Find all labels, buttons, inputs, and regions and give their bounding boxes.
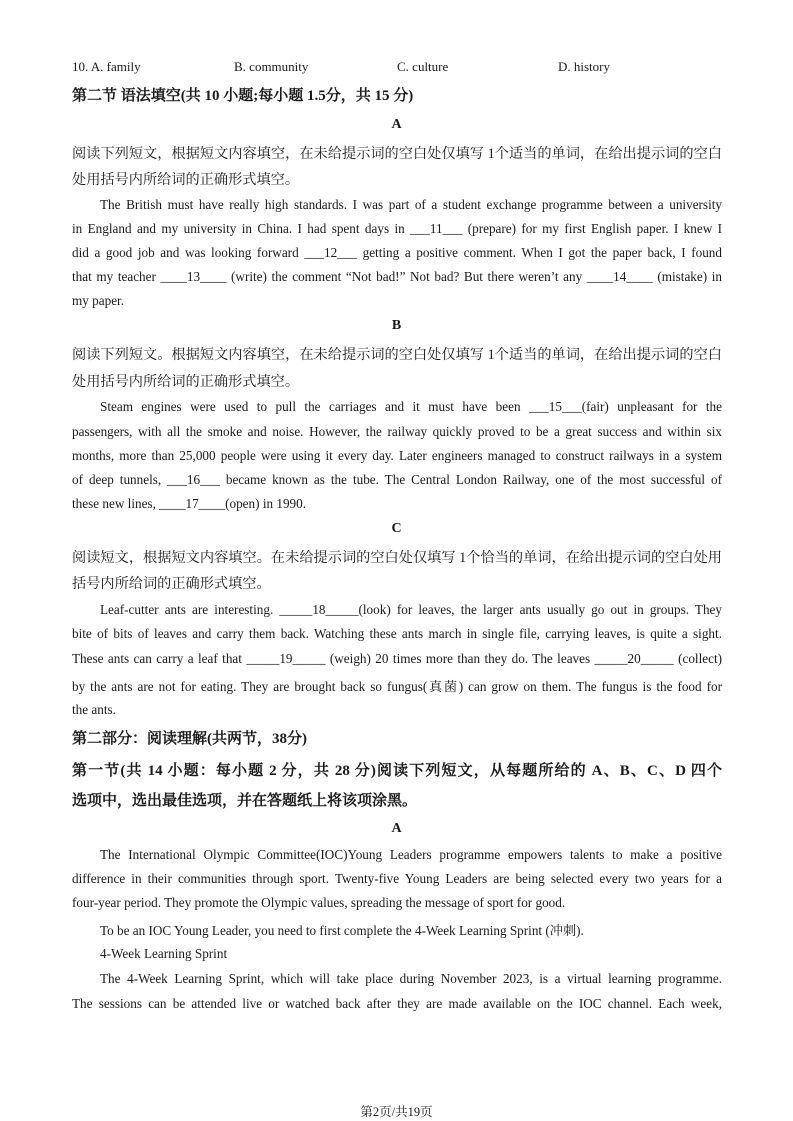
reading-a-label: A — [391, 821, 402, 836]
reading-a-line-2: difference in their communities through sport. Twenty-five Young Leaders are being selected every two years for a — [72, 871, 722, 886]
section-1-title-line-2: 选项中，选出最佳选项，并在答题纸上将该项涂黑。 — [72, 793, 418, 809]
passage-c-line-2: bite of bits of leaves and carry them back. Watching these ants march in single file, carrying leaves, is quite a sight. — [72, 626, 722, 641]
passage-b-line-1: Steam engines were used to pull the carriages and it must have been ___15___(fair) unpleasant for the — [100, 399, 722, 414]
option-a: 10. A. family — [72, 59, 141, 74]
passage-b-instruction-2: 处用括号内所给词的正确形式填空。 — [72, 374, 300, 390]
passage-a-line-3: did a good job and was looking forward ___12___ getting a positive comment. When I got the paper back, I found — [72, 245, 722, 260]
part-2-title: 第二部分：阅读理解(共两节，38分) — [72, 731, 307, 747]
section-2-title: 第二节 语法填空(共 10 小题;每小题 1.5分，共 15 分) — [72, 88, 414, 104]
passage-a-line-2: in England and my university in China. I had spent days in ___11___ (prepare) for my first English paper. I knew I — [72, 221, 722, 236]
reading-a-line-5: The 4-Week Learning Sprint, which will take place during November 2023, is a virtual learning programme. — [100, 971, 722, 986]
reading-a-line-6: The sessions can be attended live or watched back after they are made available on the IOC channel. Each week, — [72, 996, 722, 1011]
passage-c-line-4: by the ants are not for eating. They are brought back so fungus(真菌) can grow on them. The fungus is the food for — [72, 679, 722, 694]
passage-b-line-2: passengers, with all the smoke and noise. However, the railway quickly proved to be a great success and within six — [72, 424, 722, 439]
passage-c-instruction-1: 阅读短文，根据短文内容填空。在未给提示词的空白处仅填写 1个恰当的单词，在给出提示词的空白处用 — [72, 550, 722, 566]
question-10-options — [72, 59, 722, 77]
passage-a-label: A — [391, 117, 402, 132]
passage-c-line-1: Leaf-cutter ants are interesting. _____18_____(look) for leaves, the larger ants usually go out in groups. They — [100, 602, 722, 617]
passage-b-line-4: of deep tunnels, ___16___ became known as the tube. The Central London Railway, one of the most successful of — [72, 472, 722, 487]
passage-a-line-4: that my teacher ____13____ (write) the comment “Not bad!” Not bad? But there weren’t any ____14____ (mistake) in — [72, 269, 722, 284]
passage-b-label: B — [391, 318, 402, 333]
passage-a-line-5: my paper. — [72, 293, 125, 308]
reading-a-line-1: The International Olympic Committee(IOC)Young Leaders programme empowers talents to make a positive — [100, 847, 722, 862]
section-1-title-line-1: 第一节(共 14 小题：每小题 2 分，共 28 分)阅读下列短文，从每题所给的 A、B、C、D 四个 — [72, 763, 722, 779]
page-footer: 第2页/共19页 — [360, 1105, 433, 1119]
passage-b-line-5: these new lines, ____17____(open) in 1990. — [72, 496, 307, 511]
passage-c-line-3: These ants can carry a leaf that _____19_____ (weigh) 20 times more than they do. The leaves _____20_____ (collect) — [72, 651, 722, 666]
passage-a-line-1: The British must have really high standards. I was part of a student exchange programme between a university — [100, 197, 722, 212]
passage-c-label: C — [391, 521, 402, 536]
reading-a-line-4: To be an IOC Young Leader, you need to first complete the 4-Week Learning Sprint (冲刺). — [100, 923, 584, 938]
passage-a-instruction-2: 处用括号内所给词的正确形式填空。 — [72, 172, 300, 188]
option-d: D. history — [558, 59, 610, 74]
reading-a-line-3: four-year period. They promote the Olympic values, spreading the message of sport for good. — [72, 895, 566, 910]
option-c: C. culture — [397, 59, 449, 74]
passage-c-instruction-2: 括号内所给词的正确形式填空。 — [72, 576, 271, 592]
passage-b-line-3: months, more than 25,000 people were using it every day. Later engineers managed to construct railways in a system — [72, 448, 722, 463]
passage-c-line-5: the ants. — [72, 702, 116, 717]
passage-a-instruction-1: 阅读下列短文，根据短文内容填空，在未给提示词的空白处仅填写 1个适当的单词，在给出提示词的空白 — [72, 146, 722, 162]
option-b: B. community — [234, 59, 309, 74]
passage-b-instruction-1: 阅读下列短文。根据短文内容填空，在未给提示词的空白处仅填写 1个适当的单词，在给出提示词的空白 — [72, 347, 722, 363]
reading-a-subheading: 4-Week Learning Sprint — [100, 946, 228, 961]
